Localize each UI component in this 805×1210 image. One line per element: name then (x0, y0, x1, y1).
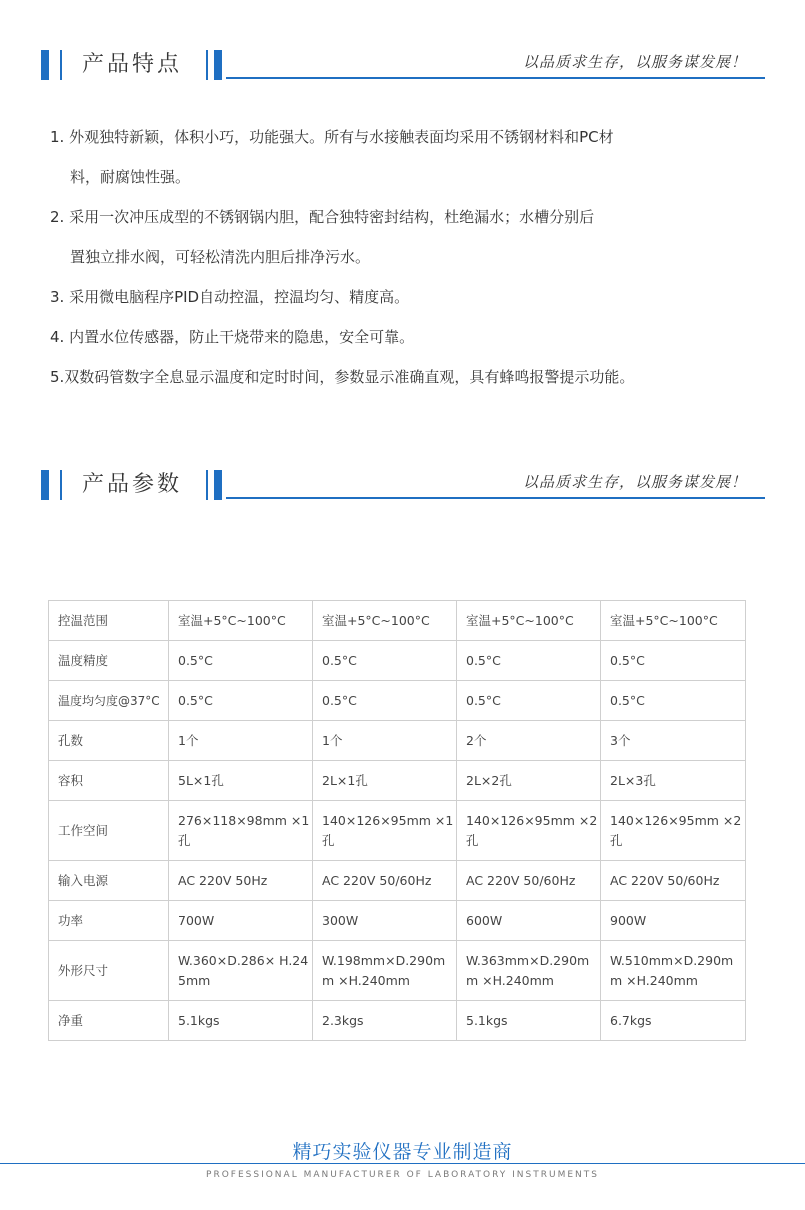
row-label: 外形尺寸 (49, 941, 169, 1001)
table-row (49, 721, 746, 761)
table-cell: 900W (601, 901, 746, 941)
table-cell: 1个 (169, 721, 313, 761)
table-cell: AC 220V 50Hz (169, 861, 313, 901)
footer-divider (0, 1163, 805, 1164)
table-cell: W.360×D.286× H.245mm (169, 941, 313, 1001)
row-label: 温度均匀度@37°C (49, 681, 169, 721)
table-row (49, 861, 746, 901)
table-cell: 室温+5°C~100°C (313, 601, 457, 641)
row-label: 工作空间 (49, 801, 169, 861)
table-row (49, 901, 746, 941)
header-accent-bar (41, 470, 49, 500)
table-cell: 276×118×98mm ×1孔 (169, 801, 313, 861)
section-title: 产品特点 (82, 52, 183, 77)
features-header (0, 48, 805, 98)
feature-item (50, 277, 770, 317)
table-cell: 2L×1孔 (313, 761, 457, 801)
table-cell: 室温+5°C~100°C (457, 601, 601, 641)
feature-text-continued: 置独立排水阀，可轻松清洗内胆后排净污水。 (70, 248, 371, 266)
table-cell: W.198mm×D.290mm ×H.240mm (313, 941, 457, 1001)
table-row (49, 1001, 746, 1041)
table-cell: 5L×1孔 (169, 761, 313, 801)
table-cell: 0.5°C (169, 681, 313, 721)
table-cell: 0.5°C (313, 681, 457, 721)
header-accent-divider (60, 50, 62, 80)
table-cell: 1个 (313, 721, 457, 761)
feature-item (50, 197, 770, 277)
row-label: 输入电源 (49, 861, 169, 901)
slogan: 以品质求生存，以服务谋发展！ (522, 53, 747, 71)
table-cell: W.510mm×D.290mm ×H.240mm (601, 941, 746, 1001)
feature-list (50, 117, 770, 397)
table-cell: 6.7kgs (601, 1001, 746, 1041)
header-accent-divider (206, 470, 208, 500)
table-cell: 0.5°C (601, 681, 746, 721)
table-cell: 0.5°C (457, 641, 601, 681)
header-accent-bar (214, 50, 222, 80)
table-row (49, 941, 746, 1001)
table-row (49, 801, 746, 861)
header-accent-divider (206, 50, 208, 80)
table-cell: 室温+5°C~100°C (601, 601, 746, 641)
feature-text-continued: 料，耐腐蚀性强。 (70, 168, 191, 186)
table-cell: 0.5°C (601, 641, 746, 681)
footer-company-en: PROFESSIONAL MANUFACTURER OF LABORATORY INSTRUMENTS (206, 1170, 599, 1180)
footer-company-cn: 精巧实验仪器专业制造商 (292, 1141, 513, 1163)
table-cell: 2L×3孔 (601, 761, 746, 801)
header-accent-bar (41, 50, 49, 80)
table-cell: 700W (169, 901, 313, 941)
row-label: 温度精度 (49, 641, 169, 681)
params-header (0, 468, 805, 518)
feature-item (50, 117, 770, 197)
slogan: 以品质求生存，以服务谋发展！ (522, 473, 747, 491)
table-row (49, 641, 746, 681)
row-label: 功率 (49, 901, 169, 941)
header-accent-divider (60, 470, 62, 500)
row-label: 容积 (49, 761, 169, 801)
row-label: 净重 (49, 1001, 169, 1041)
table-cell: W.363mm×D.290mm ×H.240mm (457, 941, 601, 1001)
table-cell: AC 220V 50/60Hz (601, 861, 746, 901)
section-title: 产品参数 (82, 472, 183, 497)
feature-text: 4. 内置水位传感器，防止干烧带来的隐患，安全可靠。 (50, 328, 415, 346)
table-cell: AC 220V 50/60Hz (457, 861, 601, 901)
row-label: 控温范围 (49, 601, 169, 641)
feature-text: 5.双数码管数字全息显示温度和定时时间，参数显示准确直观，具有蜂鸣报警提示功能。 (50, 368, 635, 386)
table-cell: 室温+5°C~100°C (169, 601, 313, 641)
table-cell: 5.1kgs (169, 1001, 313, 1041)
spec-table (48, 600, 746, 1041)
table-cell: 0.5°C (313, 641, 457, 681)
table-cell: 2.3kgs (313, 1001, 457, 1041)
row-label: 孔数 (49, 721, 169, 761)
table-cell: 140×126×95mm ×2孔 (457, 801, 601, 861)
table-row (49, 761, 746, 801)
feature-text: 3. 采用微电脑程序PID自动控温，控温均匀、精度高。 (50, 288, 410, 306)
table-cell: 2L×2孔 (457, 761, 601, 801)
table-row (49, 601, 746, 641)
table-cell: 2个 (457, 721, 601, 761)
feature-item (50, 357, 770, 397)
feature-item (50, 317, 770, 357)
table-cell: 3个 (601, 721, 746, 761)
table-cell: 0.5°C (457, 681, 601, 721)
feature-text: 2. 采用一次冲压成型的不锈钢锅内胆，配合独特密封结构，杜绝漏水；水槽分别后 (50, 208, 595, 226)
feature-text: 1. 外观独特新颖，体积小巧，功能强大。所有与水接触表面均采用不锈钢材料和PC材 (50, 128, 614, 146)
header-rule (226, 77, 765, 79)
table-cell: 300W (313, 901, 457, 941)
header-rule (226, 497, 765, 499)
table-cell: 5.1kgs (457, 1001, 601, 1041)
table-cell: 140×126×95mm ×2孔 (601, 801, 746, 861)
header-accent-bar (214, 470, 222, 500)
table-cell: 140×126×95mm ×1孔 (313, 801, 457, 861)
table-row (49, 681, 746, 721)
table-cell: 0.5°C (169, 641, 313, 681)
table-cell: 600W (457, 901, 601, 941)
table-cell: AC 220V 50/60Hz (313, 861, 457, 901)
